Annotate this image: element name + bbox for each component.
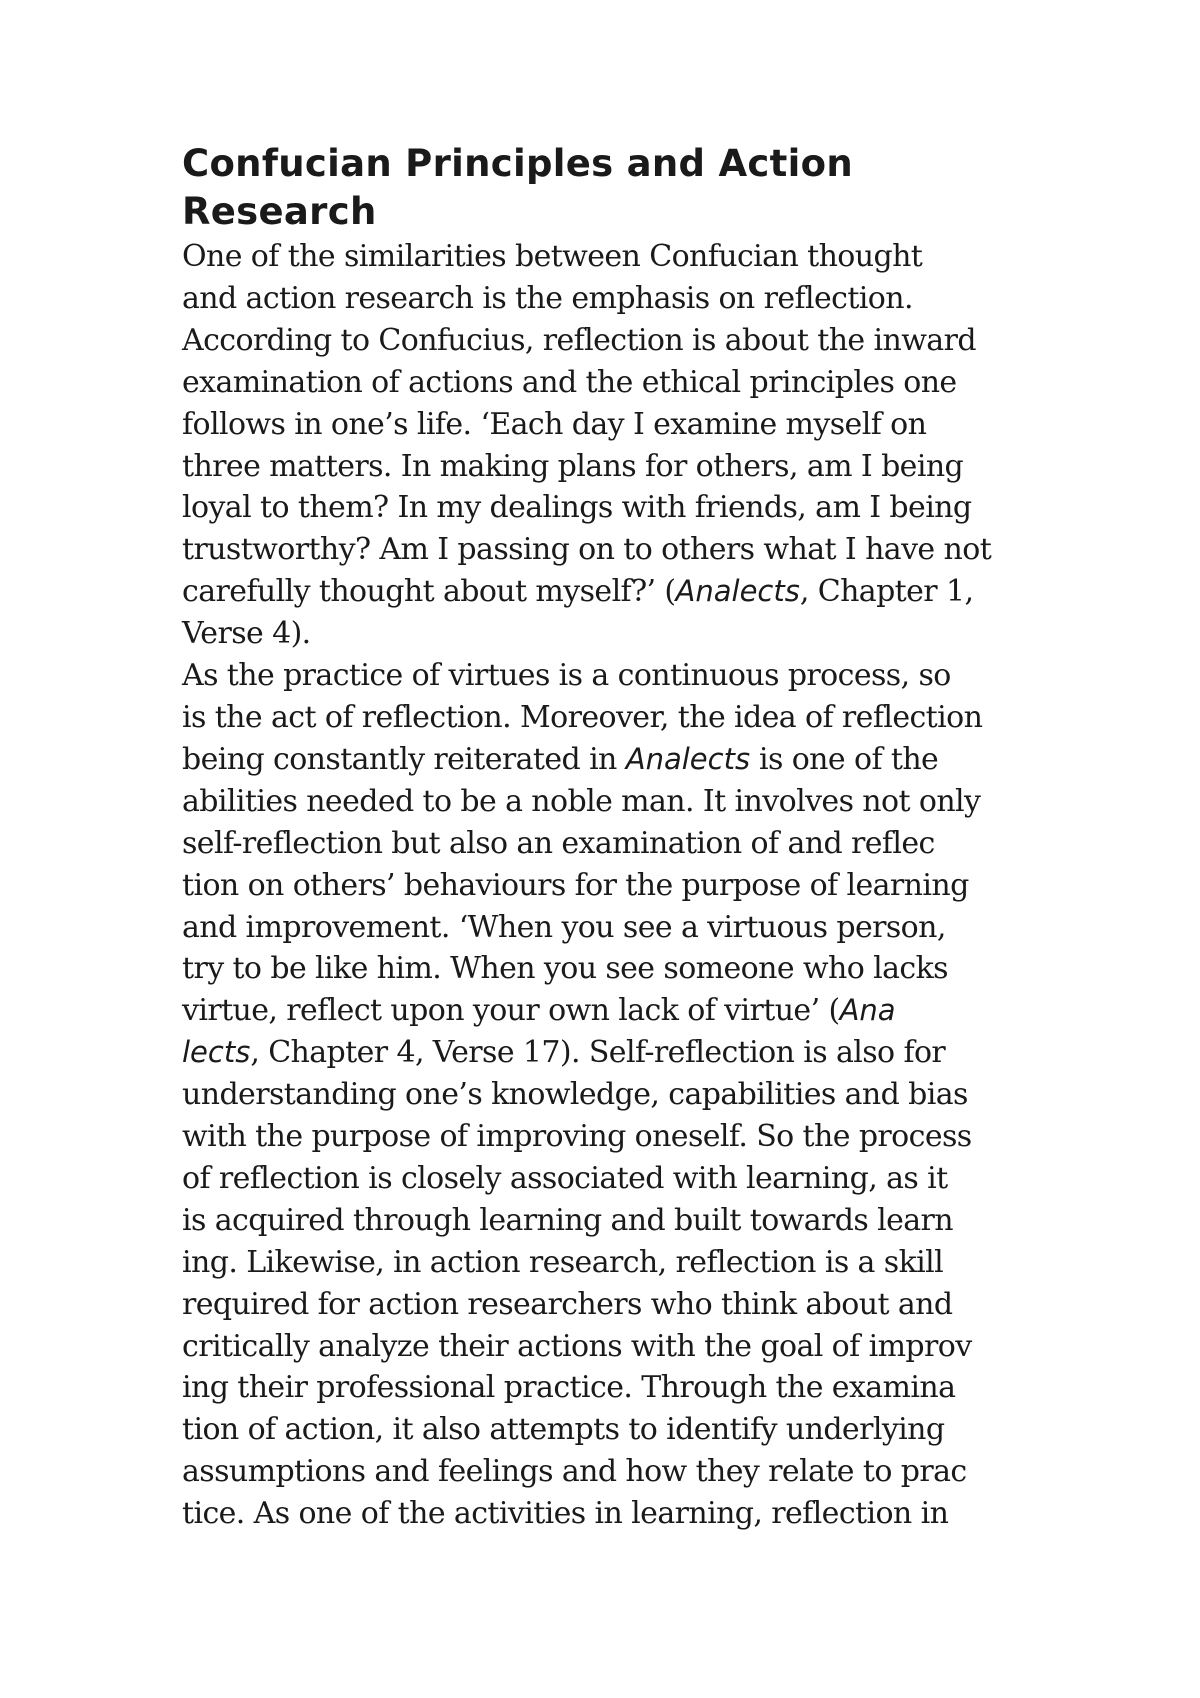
text-span: carefully thought about myself?’ ( <box>182 574 676 610</box>
paragraph-1 <box>182 236 1012 655</box>
text-line: and improvement. ‘When you see a virtuous person, <box>182 909 946 945</box>
text-line: self-reflection but also an examination of and reflec <box>182 825 935 861</box>
text-line: of reflection is closely associated with learning, as it <box>182 1160 948 1196</box>
book-title-italic: lects <box>182 1035 251 1070</box>
text-line <box>182 739 1012 781</box>
text-line: Verse 4). <box>182 616 311 652</box>
title-line: Confucian Principles and Action <box>182 142 853 185</box>
book-title-italic: Analects <box>625 741 751 776</box>
text-span: being constantly reiterated in <box>182 741 626 777</box>
text-line: tion on others’ behaviours for the purpose of learning <box>182 867 969 903</box>
document-page <box>182 140 1012 1535</box>
text-line: abilities needed to be a noble man. It involves not only <box>182 783 981 819</box>
text-line: understanding one’s knowledge, capabilities and bias <box>182 1077 968 1113</box>
text-span: virtue, reflect upon your own lack of virtue’ ( <box>182 993 840 1029</box>
text-line: ing their professional practice. Through the examina <box>182 1370 956 1406</box>
text-line: with the purpose of improving oneself. So the process <box>182 1119 972 1155</box>
text-line <box>182 571 1012 613</box>
text-span: , Chapter 1, <box>799 574 974 610</box>
text-line: three matters. In making plans for others, am I being <box>182 448 964 484</box>
text-line: critically analyze their actions with the goal of improv <box>182 1328 972 1364</box>
text-line: ing. Likewise, in action research, reflection is a skill <box>182 1244 944 1280</box>
text-line: try to be like him. When you see someone who lacks <box>182 951 948 987</box>
text-span: is one of the <box>750 741 939 777</box>
paragraph-2 <box>182 655 1012 1535</box>
text-line: and action research is the emphasis on reflection. <box>182 280 913 316</box>
text-line: required for action researchers who think about and <box>182 1286 953 1322</box>
text-line <box>182 1032 1012 1074</box>
title-line: Research <box>182 190 377 233</box>
text-span: , Chapter 4, Verse 17). Self-reflection is also for <box>250 1035 946 1071</box>
text-line <box>182 990 1012 1032</box>
text-line: follows in one’s life. ‘Each day I examine myself on <box>182 406 927 442</box>
text-line: As the practice of virtues is a continuous process, so <box>182 658 951 694</box>
text-line: trustworthy? Am I passing on to others what I have not <box>182 532 992 568</box>
page-title <box>182 140 1012 236</box>
text-line: tice. As one of the activities in learning, reflection in <box>182 1496 949 1532</box>
text-line: One of the similarities between Confucian thought <box>182 239 923 274</box>
text-line: assumptions and feelings and how they relate to prac <box>182 1454 967 1490</box>
book-title-italic: Ana <box>839 993 896 1028</box>
text-line: is acquired through learning and built towards learn <box>182 1202 953 1238</box>
text-line: examination of actions and the ethical principles one <box>182 364 957 400</box>
text-line: is the act of reflection. Moreover, the idea of reflection <box>182 699 983 735</box>
text-line: According to Confucius, reflection is about the inward <box>182 322 976 358</box>
text-line: loyal to them? In my dealings with friends, am I being <box>182 490 972 526</box>
book-title-italic: Analects <box>675 574 800 609</box>
text-line: tion of action, it also attempts to identify underlying <box>182 1412 945 1448</box>
